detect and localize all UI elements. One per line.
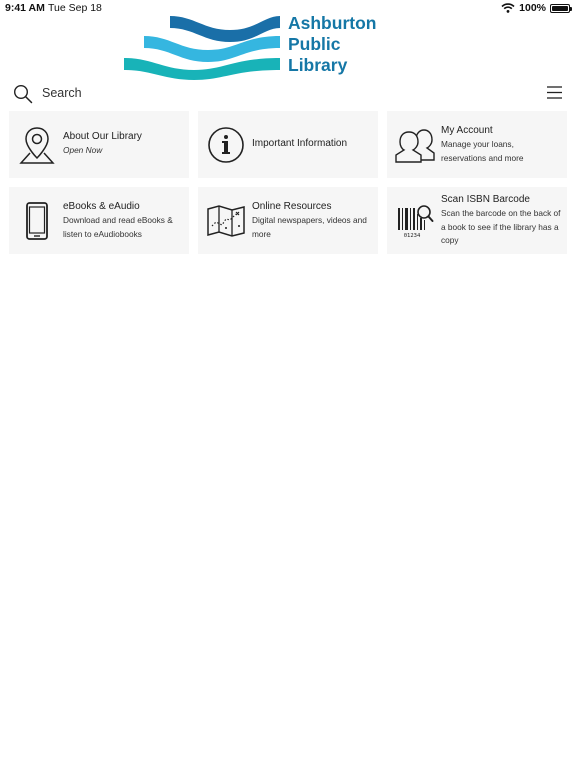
tile-important-information[interactable] (198, 111, 378, 178)
tile-online-resources-text (252, 200, 372, 241)
tile-about-library-text (63, 130, 183, 158)
barcode-scan-icon (393, 199, 437, 243)
tile-online-resources[interactable] (198, 187, 378, 254)
library-name (288, 13, 376, 76)
battery-level (552, 6, 568, 11)
tile-subtitle: Download and read eBooks & listen to eAudiobooks (63, 215, 173, 239)
tile-subtitle: Digital newspapers, videos and more (252, 215, 367, 239)
tile-title: eBooks & eAudio (63, 201, 140, 212)
wifi-icon (501, 3, 515, 13)
tile-scan-isbn-barcode[interactable] (387, 187, 567, 254)
tile-scan-isbn-barcode-text (441, 193, 561, 248)
search-bar[interactable] (0, 82, 576, 106)
tile-my-account[interactable] (387, 111, 567, 178)
hamburger-menu-icon[interactable] (547, 85, 562, 100)
tile-subtitle: Open Now (63, 145, 103, 155)
tile-about-library[interactable] (9, 111, 189, 178)
tablet-icon (15, 199, 59, 243)
info-icon (204, 123, 248, 167)
library-name-line3: Library (288, 55, 348, 75)
status-time: 9:41 AM (5, 2, 45, 14)
tile-ebooks-eaudio-text (63, 200, 183, 241)
status-indicators (501, 2, 570, 14)
battery-icon (550, 4, 570, 13)
tile-title: Scan ISBN Barcode (441, 194, 530, 205)
tile-title: My Account (441, 125, 493, 136)
tile-my-account-text (441, 124, 561, 165)
library-name-line1: Ashburton (288, 13, 377, 33)
battery-percent: 100% (519, 2, 546, 14)
folded-map-icon (204, 199, 248, 243)
tile-subtitle: Scan the barcode on the back of a book to see if the library has a copy (441, 208, 561, 245)
map-pin-icon (15, 123, 59, 167)
search-icon[interactable] (13, 84, 33, 104)
tile-title: Online Resources (252, 201, 332, 212)
tile-ebooks-eaudio[interactable] (9, 187, 189, 254)
search-label[interactable]: Search (42, 86, 82, 100)
users-icon (393, 123, 437, 167)
status-date: Tue Sep 18 (48, 2, 102, 14)
library-name-line2: Public (288, 34, 341, 54)
barcode-digits: 01234 (403, 233, 421, 239)
tile-title: About Our Library (63, 131, 142, 142)
tile-title: Important Information (252, 138, 348, 149)
tile-subtitle: Manage your loans, reservations and more (441, 139, 524, 163)
tile-important-information-text (252, 137, 372, 151)
